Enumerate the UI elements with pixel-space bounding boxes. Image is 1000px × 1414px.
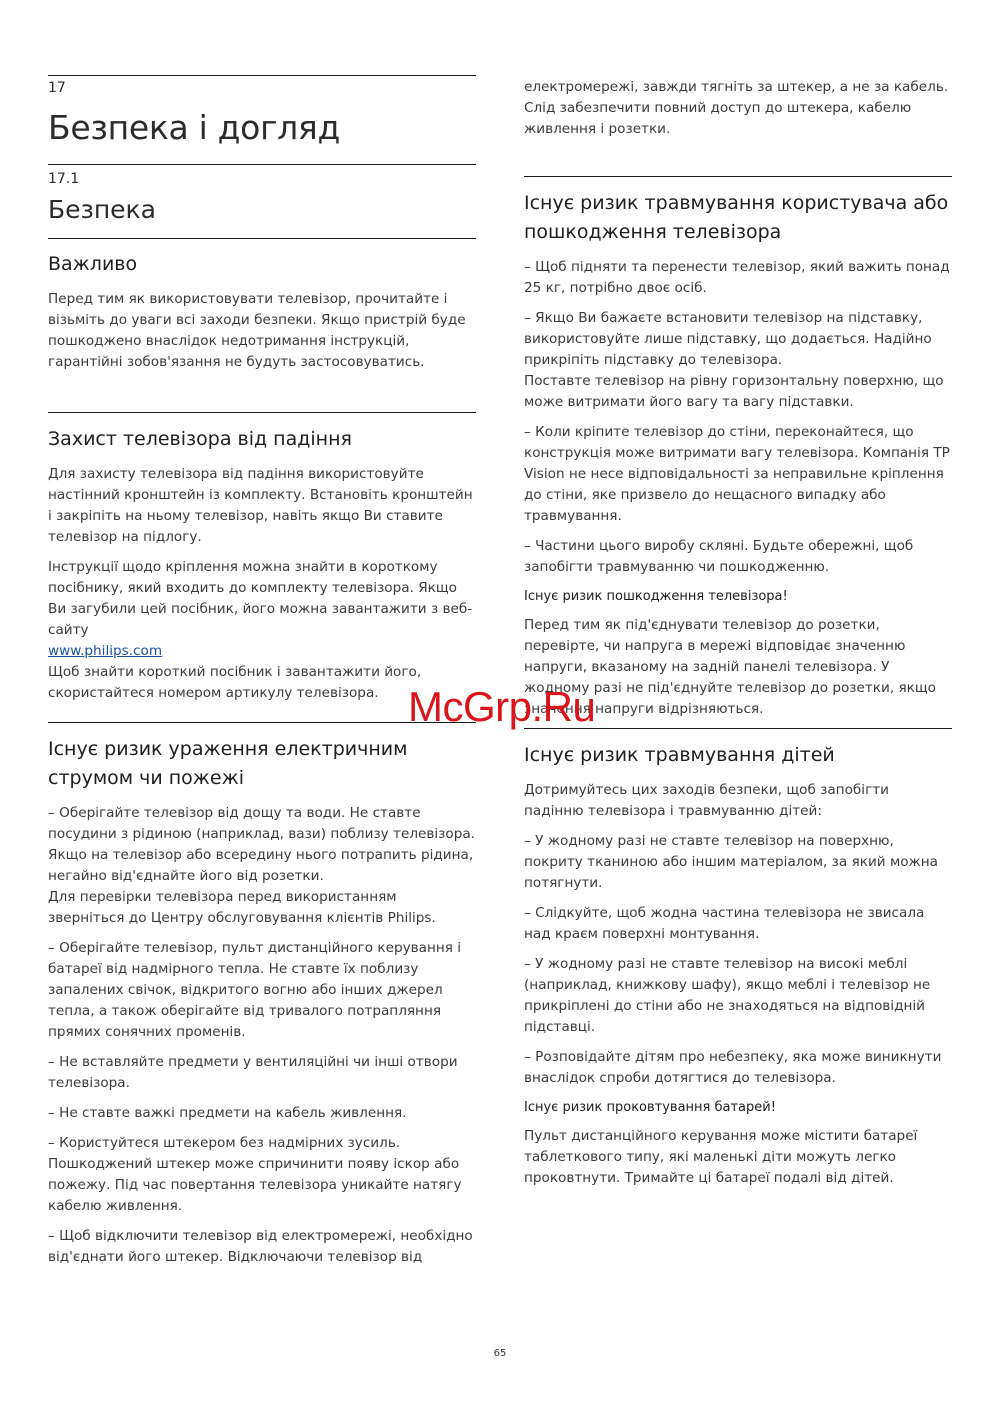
shock-block [48, 722, 476, 1277]
falling-paragraph-3: Щоб знайти короткий посібник і завантажити його, скористайтеся номером артикулу телевізора. [48, 664, 422, 701]
continued-block [524, 77, 952, 149]
injury-paragraph-5: – Частини цього виробу скляні. Будьте обережні, щоб запобігти травмуванню чи пошкодженню. [524, 538, 914, 575]
shock-paragraph-7: – Щоб відключити телевізор від електромережі, необхідно від'єднати його штекер. Відключаючи телевізор від [48, 1228, 473, 1265]
shock-heading: Існує ризик ураження електричним струмом чи пожежі [48, 738, 408, 789]
injury-paragraph-4: – Коли кріпите телевізор до стіни, переконайтеся, що конструкція може витримати вагу телевізора. Компанія TP Vision не несе відповідальності за неправильне кріплення до стіни, яке призвело до нещасного випадку або травмування. [524, 424, 950, 524]
important-heading: Важливо [48, 253, 138, 275]
falling-rule [48, 412, 476, 413]
injury-paragraph-1: – Щоб підняти та перенести телевізор, який важить понад 25 кг, потрібно двоє осіб. [524, 259, 950, 296]
injury-rule [524, 176, 952, 177]
chapter-rule [48, 75, 476, 76]
children-subheading: Існує ризик проковтування батарей! [524, 1100, 776, 1115]
injury-paragraph-3: Поставте телевізор на рівну горизонтальну поверхню, що може витримати його вагу та вагу підставки. [524, 373, 944, 410]
shock-paragraph-6: – Користуйтеся штекером без надмірних зусиль. Пошкоджений штекер може спричинити появу іскор або пожежу. Під час повертання телевізора уникайте натягу кабелю живлення. [48, 1135, 462, 1214]
shock-paragraph-4: – Не вставляйте предмети у вентиляційні чи інші отвори телевізора. [48, 1054, 458, 1091]
section-number: 17.1 [48, 171, 80, 187]
injury-block [524, 176, 952, 729]
shock-paragraph-1: – Оберігайте телевізор від дощу та води. Не ставте посудини з рідиною (наприклад, вази) поблизу телевізора. Якщо на телевізор або всередину нього потрапить рідина, негайно від'єднайте його від розетки. [48, 805, 475, 884]
important-block [48, 250, 476, 382]
children-paragraph-1: Дотримуйтесь цих заходів безпеки, щоб запобігти падінню телевізора і травмуванню дітей: [524, 782, 889, 819]
section-title: Безпека [48, 195, 156, 224]
continued-paragraph: електромережі, завжди тягніть за штекер, а не за кабель. Слід забезпечити повний доступ до штекера, кабелю живлення і розетки. [524, 79, 949, 137]
falling-block [48, 412, 476, 713]
shock-paragraph-2: Для перевірки телевізора перед використанням зверніться до Центру обслуговування клієнтів Philips. [48, 889, 436, 926]
shock-paragraph-5: – Не ставте важкі предмети на кабель живлення. [48, 1105, 407, 1121]
injury-subheading: Існує ризик пошкодження телевізора! [524, 589, 788, 604]
page-number: 65 [493, 1348, 507, 1359]
children-paragraph-2: – У жодному разі не ставте телевізор на поверхню, покриту тканиною або іншим матеріалом, за який можна потягнути. [524, 833, 938, 891]
important-paragraph: Перед тим як використовувати телевізор, прочитайте і візьміть до уваги всі заходи безпеки. Якщо пристрій буде пошкоджено внаслідок недотримання інструкцій, гарантійні зобов'язання не будуть застосовуватись. [48, 291, 466, 370]
shock-paragraph-3: – Оберігайте телевізор, пульт дистанційного керування і батареї від надмірного тепла. Не ставте їх поблизу запалених свічок, відкритого вогню або інших джерел тепла, а також оберігайте від тривалого потрапляння прямих сонячних променів. [48, 940, 462, 1040]
section-rule [48, 164, 476, 165]
children-paragraph-4: – У жодному разі не ставте телевізор на високі меблі (наприклад, книжкову шафу), якщо меблі і телевізор не прикріплені до стіни або не знаходяться на відповідній підставці. [524, 956, 931, 1035]
falling-paragraph-2-text: Інструкції щодо кріплення можна знайти в короткому посібнику, який входить до комплекту телевізора. Якщо Ви загубили цей посібник, його можна завантажити з веб-сайту [48, 559, 473, 638]
injury-heading: Існує ризик травмування користувача або пошкодження телевізора [524, 192, 949, 243]
children-paragraph-5: – Розповідайте дітям про небезпеку, яка може виникнути внаслідок спроби дотягтися до телевізора. [524, 1049, 942, 1086]
injury-sub-paragraph: Перед тим як під'єднувати телевізор до розетки, перевірте, чи напруга в мережі відповідає значенню напруги, вказаному на задній панелі телевізора. У жодному разі не під'єднуйте телевізор до розетки, якщо значення напруги відрізняються. [524, 617, 936, 717]
children-block [524, 728, 952, 1198]
chapter-number: 17 [48, 80, 66, 96]
children-heading: Існує ризик травмування дітей [524, 744, 835, 766]
philips-link[interactable]: www.philips.com [48, 643, 163, 659]
chapter-title: Безпека і догляд [48, 108, 340, 147]
falling-paragraph-2 [48, 557, 476, 662]
watermark: McGrp.Ru [408, 683, 596, 730]
falling-paragraph-1: Для захисту телевізора від падіння використовуйте настінний кронштейн із комплекту. Встановіть кронштейн і закріпіть на ньому телевізор, навіть якщо Ви ставите телевізор на підлогу. [48, 466, 473, 545]
falling-heading: Захист телевізора від падіння [48, 428, 352, 450]
section-rule-bottom [48, 238, 476, 239]
children-paragraph-3: – Слідкуйте, щоб жодна частина телевізора не звисала над краєм поверхні монтування. [524, 905, 925, 942]
injury-paragraph-2: – Якщо Ви бажаєте встановити телевізор на підставку, використовуйте лише підставку, що додається. Надійно прикріпіть підставку до телевізора. [524, 310, 932, 368]
children-sub-paragraph: Пульт дистанційного керування може містити батареї таблеткового типу, які маленькі діти можуть легко проковтнути. Тримайте ці батареї подалі від дітей. [524, 1128, 918, 1186]
